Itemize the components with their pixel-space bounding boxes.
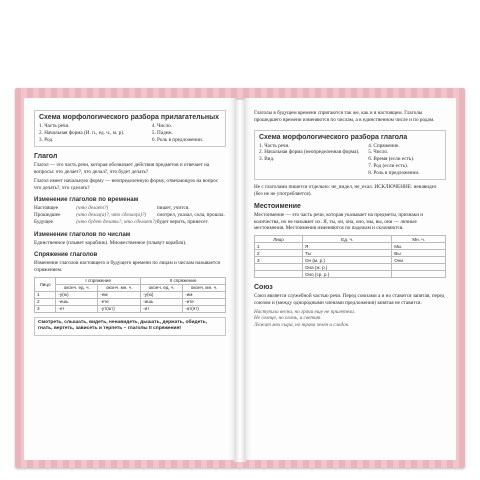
number-title: Изменение глаголов по числам [34, 230, 131, 238]
table-row: 1 -у(ю) -ем -у(ю) -им [35, 291, 226, 298]
verb-item: 5. Число. [368, 149, 389, 156]
adj-item: 3. Род. [39, 136, 54, 143]
number-text: Единственное (плывет кораблик). Множественное (плывут корабли). [34, 239, 187, 246]
exceptions-box [34, 317, 226, 336]
table-row: 2 -ешь -ете -ишь -ите [35, 298, 226, 305]
list-item: Наступила весна, но грачи еще не прилетели. [254, 308, 356, 315]
list-item: Не солнце, но огонь, и светит. [254, 315, 322, 322]
left-page [24, 98, 236, 460]
union-title: Союз [254, 284, 273, 291]
table-row: 1 Я Мы [255, 243, 446, 250]
union-text: Союз является служебной частью речи. Перед союзами а и но ставится запятая, перед союзом и (между однородными членами предложения) запятая не ставится. [254, 293, 445, 306]
adjective-scheme-title: Схема морфологического разбора прилагательных [39, 114, 220, 121]
verb-item: 1. Часть речи. [259, 142, 290, 149]
adj-item: 4. Число. [151, 123, 172, 129]
tense-title: Изменение глаголов по временам [34, 196, 139, 204]
verb-item: 6. Время (если есть). [368, 156, 415, 162]
ne-rule: Не с глаголами пишется отдельно: не_видел, не_ехал. ИСКЛЮЧЕНИЕ: ненавидел (без не не употребляется). [254, 184, 437, 197]
verb-scheme-title: Схема морфологического разбора глагола [259, 133, 408, 141]
table-row: 3 Он (м. р.) Они [255, 257, 446, 264]
adj-item: 2. Начальная форма (И. п., ед. ч., м. р). [39, 129, 125, 136]
verb-definition: Глагол — это часть речи, которая обозначает действия предметов и отвечает на вопросы: что делает?, что делал?, что будет делать? [34, 162, 210, 175]
adjective-scheme-box [34, 110, 226, 147]
adj-item: 5. Падеж. [151, 129, 173, 136]
pronoun-title: Местоимение [254, 202, 301, 210]
right-page [244, 98, 456, 460]
exceptions-text: Смотреть, слышать, видеть, ненавидеть, дышать, держать, обидеть, гнать, вертеть, зависеть и терпеть – глаголы II спряжения! [38, 319, 208, 332]
verb-initial-form: Глагол имеет начальную форму — неопределенную форму, отвечающую на вопрос что делать?, что сделать? [34, 177, 219, 191]
tense-row: Настоящее (что делает?) пишет, учится. [34, 205, 190, 212]
tense-row: Прошедшее (что делал(а)?, что сделал(а)?) смотрел, указал, сола, прошла. [34, 212, 225, 218]
pronoun-definition: Местоимение — это часть речи, которая указывает на предметы, признаки и количества, но не называет их. Я, ты, он, она, оно, мы, вы, они — личные местоимения. Местоимения изменяются по падежам и склоняются. [254, 211, 424, 232]
table-row: Она (ж. р.) [255, 264, 446, 271]
tense-list [34, 205, 226, 225]
conjugation-table: Лицо I спряжение II спряжение оконч. ед. ч. оконч. мн. ч. оконч. ед. ч. оконч. мн. ч. 1 -у(ю) -ем -у(ю) -им 2 -ешь -ете -ишь -ите 3 -ет -ут(ют) -ит -ат(ят) [34, 277, 226, 313]
verb-item: 2. Начальная форма (неопределенная форма). [259, 149, 360, 156]
table-header: I спряжение [56, 277, 141, 284]
conjugation-text: Изменение глаголов настоящего и будущего времени по лицам и числам называется спряжением. [34, 260, 220, 273]
verb-item: 4. Спряжение. [368, 142, 400, 149]
table-row: 2 Ты Вы [255, 250, 446, 257]
table-header: Ед. ч. [302, 236, 391, 243]
table-header: Мн. ч. [392, 236, 446, 243]
verb-title: Глагол [34, 153, 58, 161]
pronoun-table [254, 235, 446, 278]
union-examples [254, 309, 446, 329]
adj-item: 6. Роль в предложении. [151, 136, 204, 143]
adj-item: 1. Часть речи. [39, 123, 70, 129]
table-row: 3 -ет -ут(ют) -ит -ат(ят) [35, 305, 226, 312]
tense-row: Будущее (что будет делать?, что сделает?) будет верить, принесет. [34, 218, 209, 225]
future-note: Глаголы в будущем времени спрягаются так же, как и в настоящем. Глаголы прошедшего времени изменяются по числам, а в единственном числе и по родам. [254, 110, 435, 123]
verb-item: 8. Роль в предложении. [368, 169, 420, 176]
verb-item: 7. Род (если есть). [368, 162, 409, 169]
verb-item: 3. Вид. [259, 156, 275, 162]
conjugation-title: Спряжение глаголов [34, 251, 98, 259]
table-header: II спряжение [141, 277, 226, 284]
verb-scheme-box [254, 130, 446, 181]
table-header: Лицо [255, 236, 303, 243]
list-item: Лежит мох сыра, но трава зелен и сладок. [254, 322, 350, 328]
table-row: Оно (ср. р.) [255, 271, 446, 278]
table-header: Лицо [35, 277, 56, 291]
